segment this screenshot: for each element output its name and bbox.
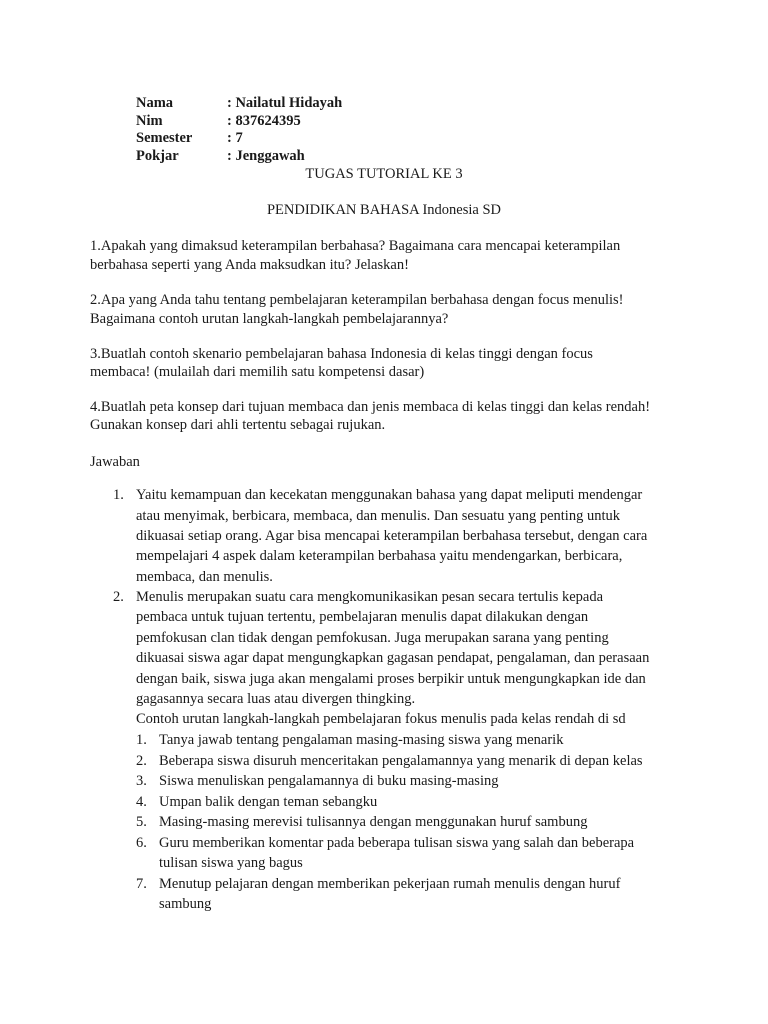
answer-1-number: 1.	[113, 487, 124, 503]
answer-2-line: gagasannya secara luas atau divergen thingking.	[136, 691, 416, 707]
question-1-line-1: 1.Apakah yang dimaksud keterampilan berbahasa? Bagaimana cara mencapai keterampilan	[90, 238, 621, 254]
name-value: : Nailatul Hidayah	[227, 95, 343, 111]
pokjar-label: Pokjar	[136, 148, 179, 164]
answer-1-line: membaca, dan menulis.	[136, 569, 273, 585]
step-text: Umpan balik dengan teman sebangku	[159, 794, 378, 810]
step-number: 7.	[136, 876, 147, 892]
question-2-line-2: Bagaimana contoh urutan langkah-langkah pembelajarannya?	[90, 311, 449, 327]
question-4-line-2: Gunakan konsep dari ahli tertentu sebagai rujukan.	[90, 417, 386, 433]
answer-1-line: Yaitu kemampuan dan kecekatan menggunakan bahasa yang dapat meliputi mendengar	[136, 487, 643, 503]
step-number: 3.	[136, 773, 147, 789]
semester-label: Semester	[136, 130, 193, 146]
pokjar-value: : Jenggawah	[227, 148, 305, 164]
question-2-line-1: 2.Apa yang Anda tahu tentang pembelajaran keterampilan berbahasa dengan focus menulis!	[90, 292, 624, 308]
question-1-line-2: berbahasa seperti yang Anda maksudkan itu? Jelaskan!	[90, 257, 409, 273]
step-number: 5.	[136, 814, 147, 830]
answer-2-line: pembaca untuk tujuan tertentu, pembelajaran menulis dapat dilakukan dengan	[136, 609, 589, 625]
answer-2-line: dengan baik, siswa juga akan mengalami proses berpikir untuk mengungkapkan ide dan	[136, 671, 646, 687]
step-text: Tanya jawab tentang pengalaman masing-masing siswa yang menarik	[159, 732, 564, 748]
step-number: 6.	[136, 835, 147, 851]
step-text: Beberapa siswa disuruh menceritakan pengalamannya yang menarik di depan kelas	[159, 753, 643, 769]
page-subtitle: PENDIDIKAN BAHASA Indonesia SD	[266, 202, 501, 218]
answer-2-line: pemfokusan clan tidak dengan pemfokusan. Juga merupakan sarana yang penting	[136, 630, 609, 646]
step-text: sambung	[159, 896, 212, 912]
answer-1-line: atau menyimak, berbicara, membaca, dan menulis. Dan sesuatu yang penting untuk	[136, 508, 620, 524]
step-number: 1.	[136, 732, 147, 748]
step-text: Menutup pelajaran dengan memberikan pekerjaan rumah menulis dengan huruf	[159, 876, 621, 892]
step-text: Siswa menuliskan pengalamannya di buku masing-masing	[159, 773, 499, 789]
step-number: 2.	[136, 753, 147, 769]
answer-1-line: dikuasai setiap orang. Agar bisa mencapai keterampilan berbahasa tersebut, dengan cara	[136, 528, 648, 544]
step-text: tulisan siswa yang bagus	[159, 855, 303, 871]
step-text: Masing-masing merevisi tulisannya dengan menggunakan huruf sambung	[159, 814, 588, 830]
question-3-line-2: membaca! (mulailah dari memilih satu kompetensi dasar)	[90, 364, 425, 380]
page-title: TUGAS TUTORIAL KE 3	[305, 166, 463, 182]
answer-1-line: mempelajari 4 aspek dalam keterampilan berbahasa yaitu mendengarkan, berbicara,	[136, 548, 623, 564]
semester-value: : 7	[227, 130, 243, 146]
answer-heading: Jawaban	[90, 454, 140, 470]
answer-2-line: Menulis merupakan suatu cara mengkomunikasikan pesan secara tertulis kepada	[136, 589, 604, 605]
name-label: Nama	[136, 95, 174, 111]
answer-2-line: Contoh urutan langkah-langkah pembelajaran fokus menulis pada kelas rendah di sd	[136, 711, 626, 727]
answer-2-line: dikuasai siswa agar dapat mengungkapkan gagasan pendapat, pengalaman, dan perasaan	[136, 650, 650, 666]
nim-value: : 837624395	[227, 113, 301, 129]
question-4-line-1: 4.Buatlah peta konsep dari tujuan membaca dan jenis membaca di kelas tinggi dan kelas rendah!	[90, 399, 651, 415]
question-3-line-1: 3.Buatlah contoh skenario pembelajaran bahasa Indonesia di kelas tinggi dengan focus	[90, 346, 593, 362]
answer-2-number: 2.	[113, 589, 124, 605]
nim-label: Nim	[136, 113, 163, 129]
step-text: Guru memberikan komentar pada beberapa tulisan siswa yang salah dan beberapa	[159, 835, 635, 851]
step-number: 4.	[136, 794, 147, 810]
